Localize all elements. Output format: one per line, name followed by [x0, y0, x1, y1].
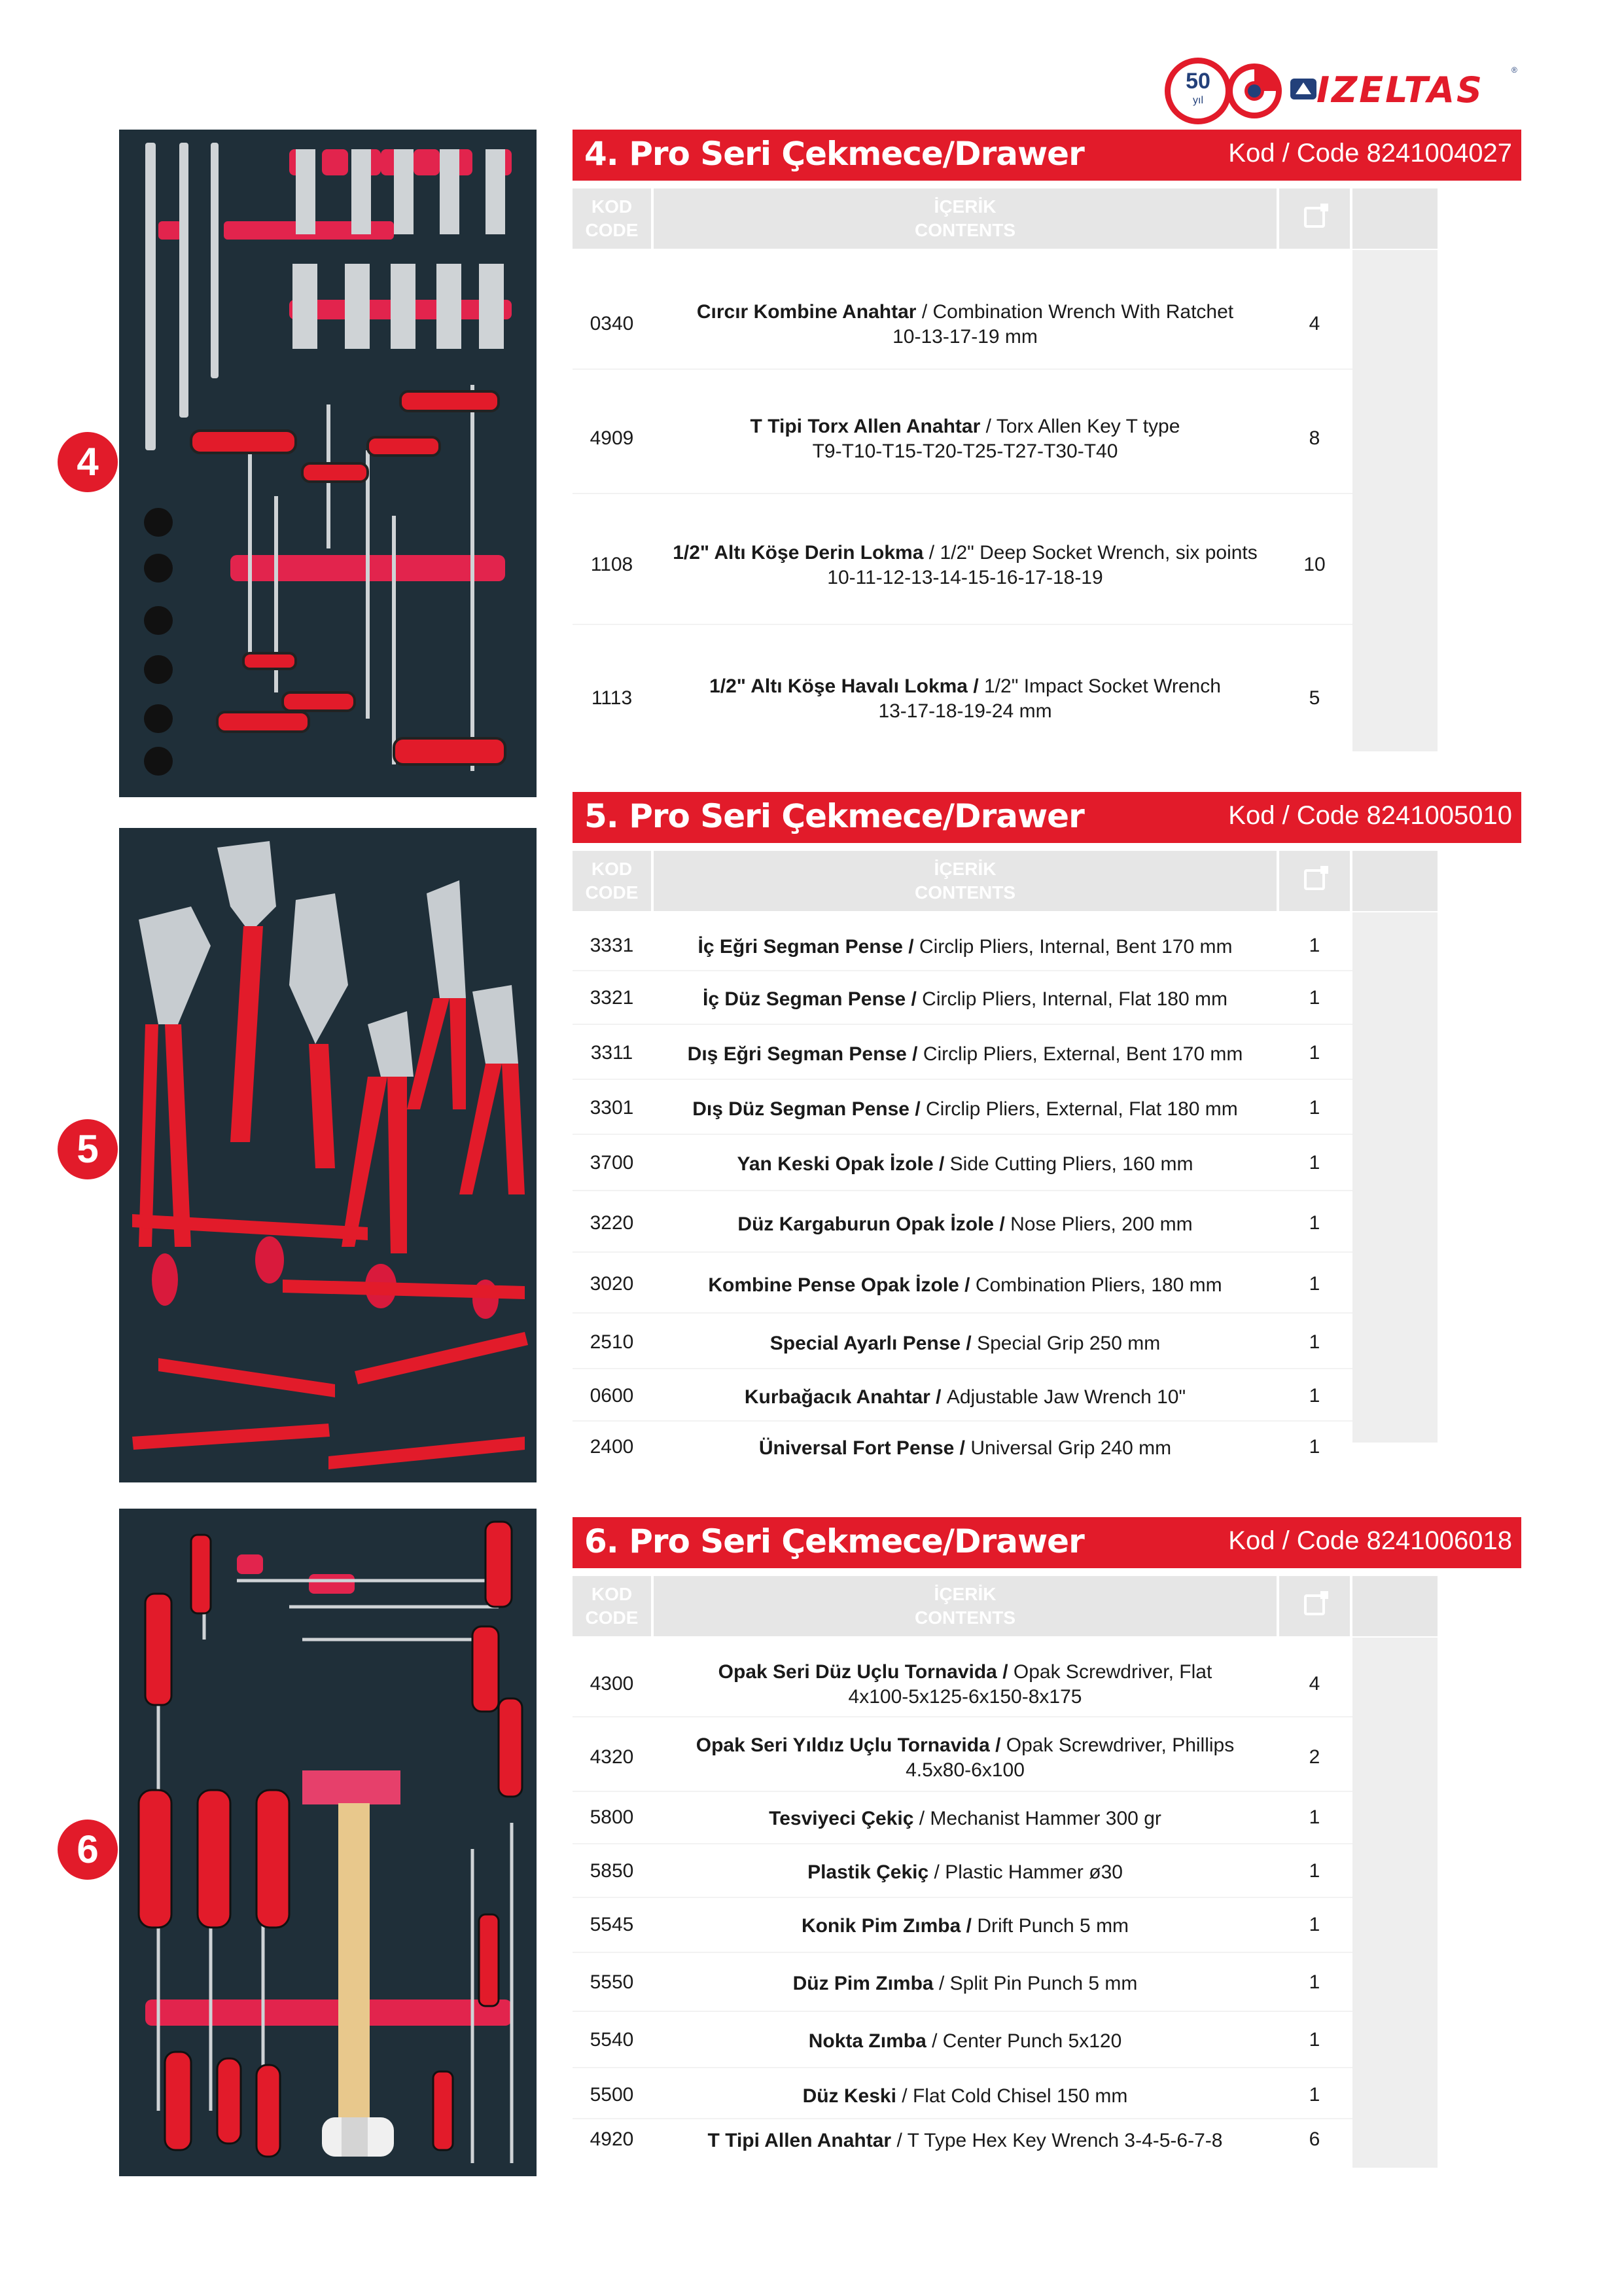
- table-row: [573, 528, 1352, 606]
- item-code: 3020: [590, 1273, 634, 1295]
- item-code: 2400: [590, 1436, 634, 1458]
- drawer-6-section: [573, 1517, 1521, 2151]
- drawer-5-table-header: [573, 851, 1521, 911]
- item-description: Opak Seri Yıldız Uçlu Tornavida / Opak Screwdriver, Phillips 4.5x80-6x100: [696, 1734, 1235, 1781]
- drawer-5-illustration: [119, 828, 537, 1482]
- drawer-5-section: [573, 792, 1521, 1459]
- item-description: Tesviyeci Çekiç / Mechanist Hammer 300 gr: [769, 1808, 1161, 1829]
- item-quantity: 1: [1309, 1860, 1320, 1882]
- item-description: 1/2" Altı Köşe Derin Lokma / 1/2" Deep Socket Wrench, six points 10-11-12-13-14-15-16-17-18-19: [673, 542, 1258, 588]
- table-row: [573, 2128, 1352, 2155]
- drawer-5-title-bar: [573, 792, 1521, 843]
- drawer-5-side-column: [1352, 912, 1438, 1443]
- item-code: 0340: [590, 313, 634, 334]
- table-row: [573, 1097, 1352, 1123]
- item-description: Düz Keski / Flat Cold Chisel 150 mm: [802, 2085, 1128, 2107]
- item-code: 5540: [590, 2029, 634, 2051]
- item-quantity: 1: [1309, 2084, 1320, 2106]
- drawer-4-section: [573, 130, 1521, 722]
- table-row: [573, 1152, 1352, 1178]
- drawer-6-illustration: [119, 1509, 537, 2176]
- anniversary-badge: [1165, 58, 1231, 124]
- item-code: 4909: [590, 427, 634, 449]
- item-quantity: 1: [1309, 1097, 1320, 1119]
- item-quantity: 1: [1309, 987, 1320, 1009]
- drawer-5-code: Kod / Code 8241005010: [1228, 801, 1512, 830]
- brand-mark-icon: [1290, 76, 1316, 102]
- item-description: Kombine Pense Opak İzole / Combination Pliers, 180 mm: [708, 1274, 1222, 1296]
- table-row: [573, 287, 1352, 365]
- item-code: 5550: [590, 1971, 634, 1993]
- drawer-4-number-badge: 4: [58, 432, 118, 492]
- item-description: Plastik Çekiç / Plastic Hammer ø30: [807, 1861, 1123, 1883]
- drawer-5-photo: [119, 828, 537, 1482]
- item-quantity: 1: [1309, 1436, 1320, 1458]
- drawer-5-number-badge: 5: [58, 1119, 118, 1179]
- drawer-4-side-column: [1352, 250, 1438, 751]
- item-code: 5500: [590, 2084, 634, 2106]
- table-row: [573, 661, 1352, 740]
- table-row: [573, 2084, 1352, 2110]
- drawer-4-title-bar: [573, 130, 1521, 181]
- item-quantity: 1: [1309, 1042, 1320, 1064]
- item-quantity: 1: [1309, 1152, 1320, 1174]
- table-row: [573, 2029, 1352, 2055]
- table-row: [573, 1436, 1352, 1462]
- registered-mark: ®: [1511, 65, 1517, 75]
- item-quantity: 1: [1309, 1273, 1320, 1295]
- checkbox-icon: [1279, 1576, 1350, 1636]
- table-row: [573, 935, 1352, 961]
- item-quantity: 1: [1309, 1212, 1320, 1234]
- item-quantity: 1: [1309, 1331, 1320, 1353]
- drawer-6-code: Kod / Code 8241006018: [1228, 1526, 1512, 1555]
- header-empty-cell: [1352, 1576, 1438, 1636]
- item-code: 5850: [590, 1860, 634, 1882]
- drawer-6-table-header: [573, 1576, 1521, 1636]
- item-code: 3301: [590, 1097, 634, 1119]
- table-row: [573, 1212, 1352, 1238]
- item-description: Nokta Zımba / Center Punch 5x120: [808, 2030, 1122, 2052]
- item-code: 3700: [590, 1152, 634, 1174]
- table-row: [573, 401, 1352, 480]
- item-code: 1113: [591, 687, 633, 709]
- item-code: 5545: [590, 1914, 634, 1935]
- item-description: Dış Düz Segman Pense / Circlip Pliers, External, Flat 180 mm: [692, 1098, 1238, 1120]
- table-row: [573, 1385, 1352, 1411]
- drawer-5-title: 5. Pro Seri Çekmece/Drawer: [584, 797, 1084, 835]
- item-code: 2510: [590, 1331, 634, 1353]
- item-description: İç Düz Segman Pense / Circlip Pliers, Internal, Flat 180 mm: [703, 988, 1227, 1010]
- kod-header: KOD CODE: [573, 188, 651, 249]
- drawer-6-number-badge: 6: [58, 1820, 118, 1880]
- item-description: Special Ayarlı Pense / Special Grip 250 mm: [769, 1333, 1161, 1354]
- contents-header: İÇERİK CONTENTS: [654, 851, 1277, 911]
- drawer-6-side-column: [1352, 1638, 1438, 2168]
- item-code: 4320: [590, 1746, 634, 1768]
- item-description: Yan Keski Opak İzole / Side Cutting Pliers, 160 mm: [737, 1153, 1193, 1175]
- header-empty-cell: [1352, 851, 1438, 911]
- item-description: Opak Seri Düz Uçlu Tornavida / Opak Screwdriver, Flat 4x100-5x125-6x150-8x175: [718, 1661, 1212, 1708]
- brand-name: IZELTAS: [1316, 69, 1484, 111]
- drawer-4-photo: [119, 130, 537, 797]
- item-quantity: 1: [1309, 1914, 1320, 1935]
- item-description: İç Eğri Segman Pense / Circlip Pliers, Internal, Bent 170 mm: [697, 936, 1233, 958]
- item-quantity: 4: [1309, 1673, 1320, 1695]
- table-row: [573, 1042, 1352, 1068]
- drawer-4-code: Kod / Code 8241004027: [1228, 139, 1512, 168]
- item-description: Konik Pim Zımba / Drift Punch 5 mm: [801, 1915, 1129, 1937]
- item-description: T Tipi Torx Allen Anahtar / Torx Allen Key T type T9-T10-T15-T20-T25-T27-T30-T40: [750, 416, 1180, 462]
- checkbox-icon: [1279, 851, 1350, 911]
- table-row: [573, 1860, 1352, 1886]
- item-description: Dış Eğri Segman Pense / Circlip Pliers, External, Bent 170 mm: [687, 1043, 1243, 1065]
- table-row: [573, 987, 1352, 1013]
- checkbox-icon: [1279, 188, 1350, 249]
- table-row: [573, 1806, 1352, 1833]
- item-quantity: 1: [1309, 2029, 1320, 2051]
- table-row: [573, 1914, 1352, 1940]
- item-code: 1108: [590, 554, 633, 575]
- table-row: [573, 1660, 1352, 1712]
- drawer-4-table-header: [573, 188, 1521, 249]
- item-code: 3321: [590, 987, 634, 1009]
- table-row: [573, 1733, 1352, 1785]
- header-empty-cell: [1352, 188, 1438, 249]
- swirl-icon: [1225, 62, 1284, 120]
- item-quantity: 1: [1309, 1971, 1320, 1993]
- item-code: 3311: [590, 1042, 633, 1064]
- item-quantity: 1: [1309, 1385, 1320, 1407]
- item-code: 3220: [590, 1212, 634, 1234]
- item-quantity: 6: [1309, 2128, 1320, 2150]
- kod-header: KOD CODE: [573, 851, 651, 911]
- table-row: [573, 1331, 1352, 1357]
- item-description: Üniversal Fort Pense / Universal Grip 240 mm: [758, 1437, 1172, 1459]
- drawer-6-title: 6. Pro Seri Çekmece/Drawer: [584, 1522, 1084, 1560]
- item-code: 3331: [590, 935, 634, 956]
- contents-header: İÇERİK CONTENTS: [654, 188, 1277, 249]
- badge-sub: yıl: [1193, 95, 1203, 106]
- item-code: 4920: [590, 2128, 634, 2150]
- item-description: 1/2" Altı Köşe Havalı Lokma / 1/2" Impact Socket Wrench 13-17-18-19-24 mm: [709, 675, 1221, 722]
- item-quantity: 2: [1309, 1746, 1320, 1768]
- drawer-4-illustration: [119, 130, 537, 797]
- item-description: Düz Kargaburun Opak İzole / Nose Pliers, 200 mm: [737, 1213, 1193, 1235]
- item-code: 4300: [590, 1673, 634, 1695]
- item-code: 0600: [590, 1385, 634, 1407]
- drawer-6-title-bar: [573, 1517, 1521, 1568]
- drawer-6-photo: [119, 1509, 537, 2176]
- table-row: [573, 1971, 1352, 1998]
- item-quantity: 1: [1309, 935, 1320, 956]
- item-quantity: 8: [1309, 427, 1320, 449]
- drawer-4-title: 4. Pro Seri Çekmece/Drawer: [584, 135, 1084, 173]
- contents-header: İÇERİK CONTENTS: [654, 1576, 1277, 1636]
- item-description: Cırcır Kombine Anahtar / Combination Wrench With Ratchet 10-13-17-19 mm: [696, 301, 1234, 348]
- item-quantity: 1: [1309, 1806, 1320, 1828]
- item-quantity: 5: [1309, 687, 1320, 709]
- kod-header: KOD CODE: [573, 1576, 651, 1636]
- item-description: T Tipi Allen Anahtar / T Type Hex Key Wrench 3-4-5-6-7-8: [707, 2130, 1223, 2151]
- item-description: Düz Pim Zımba / Split Pin Punch 5 mm: [792, 1973, 1138, 1994]
- brand-logo: [1165, 58, 1518, 124]
- item-quantity: 4: [1309, 313, 1320, 334]
- item-code: 5800: [590, 1806, 634, 1828]
- table-row: [573, 1273, 1352, 1299]
- item-description: Kurbağacık Anahtar / Adjustable Jaw Wrench 10": [744, 1386, 1186, 1408]
- badge-number: 50: [1186, 69, 1210, 94]
- item-quantity: 10: [1303, 554, 1326, 575]
